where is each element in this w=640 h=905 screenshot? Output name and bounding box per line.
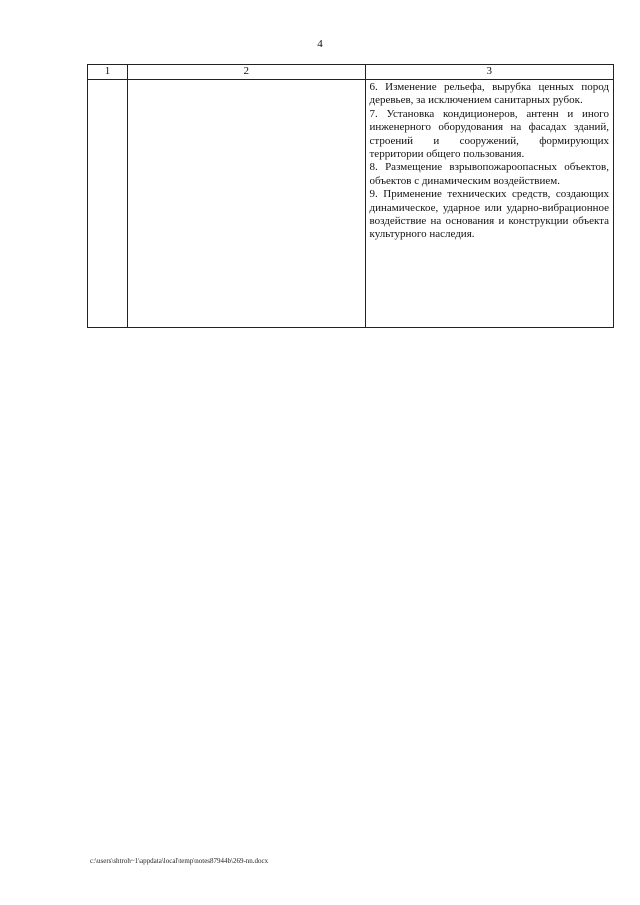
column-header-1: 1 [88,65,128,80]
table-cell-col2 [128,80,365,328]
document-table [87,64,614,328]
restriction-item-6: 6. Изменение рельефа, вырубка ценных пород деревьев, за исключением санитарных рубок. [369,81,609,107]
column-header-2: 2 [128,65,365,80]
table-header-row [88,65,614,80]
footer-file-path: c:\users\shtroh~1\appdata\local\temp\notes87944b\269-nn.docx [90,857,269,865]
page-number: 4 [317,38,323,50]
restriction-item-7: 7. Установка кондиционеров, антенн и иного инженерного оборудования на фасадах зданий, строений и сооружений, формирующих территории общего пользования. [369,107,609,161]
restriction-item-8: 8. Размещение взрывопожароопасных объектов, объектов с динамическим воздействием. [369,161,609,187]
table-row [88,80,614,328]
table-cell-col1 [88,80,128,328]
column-header-3: 3 [365,65,614,80]
restriction-item-9: 9. Применение технических средств, создающих динамическое, ударное или ударно-вибрационное воздействие на основания и конструкции объекта культурного наследия. [369,188,609,241]
table-cell-col3 [365,80,614,328]
